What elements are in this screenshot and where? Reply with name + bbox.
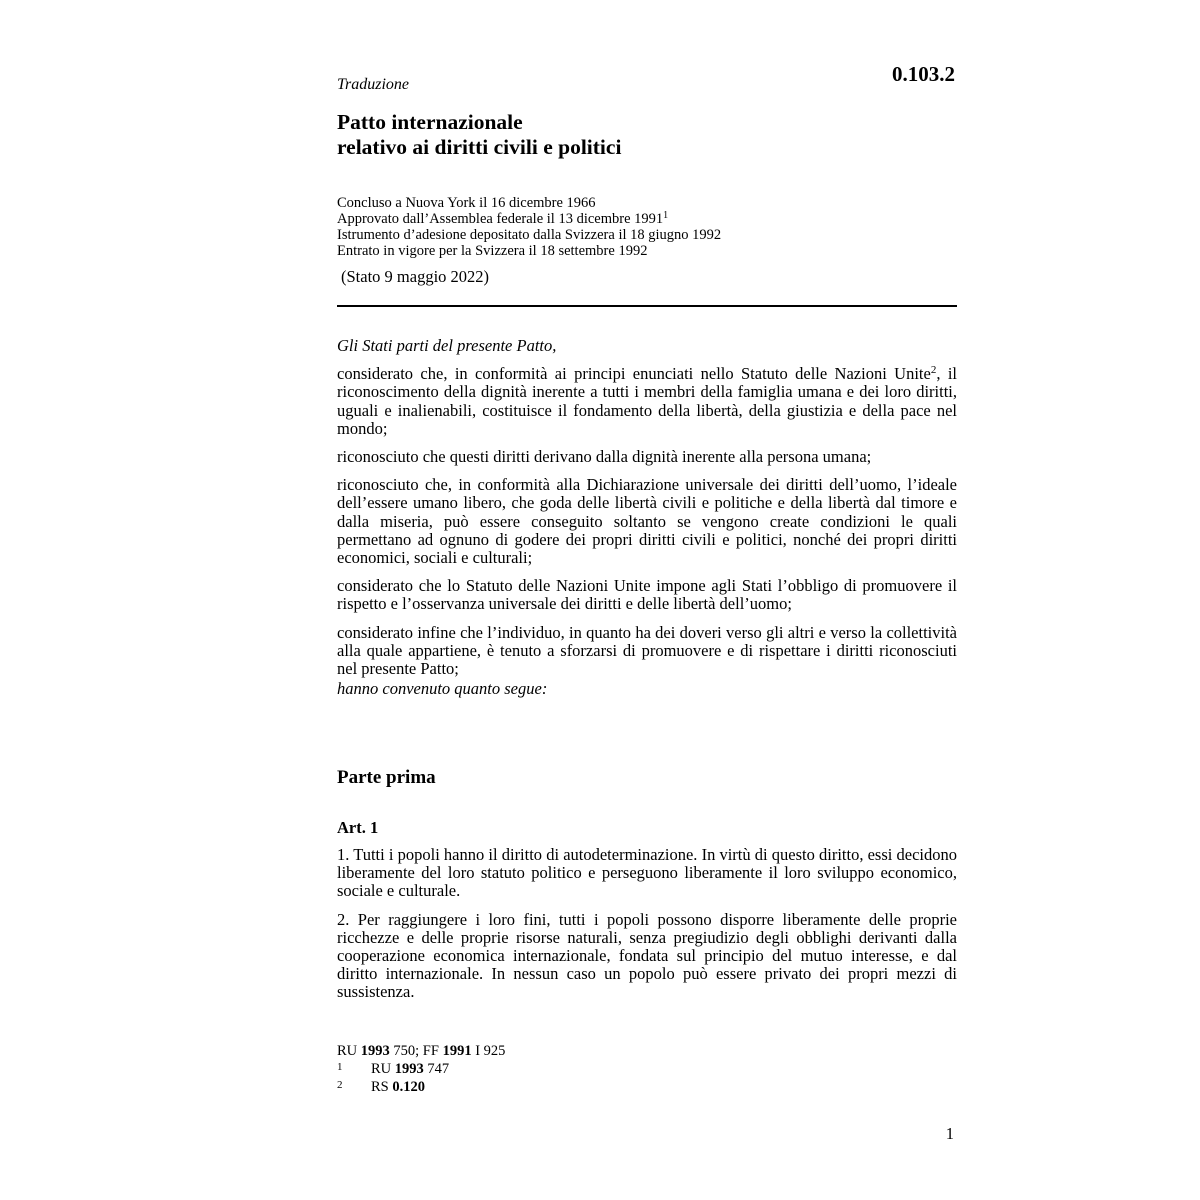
footnote-1-prefix: RU (371, 1061, 395, 1077)
preamble-paragraph-4: considerato che lo Statuto delle Nazioni Unite impone agli Stati l’obbligo di promuovere il rispetto e l’osservanza universale dei diritti e delle libertà dell’uomo; (337, 576, 957, 614)
part-heading: Parte prima (337, 767, 436, 788)
article-paragraph-1: 1. Tutti i popoli hanno il diritto di autodeterminazione. In virtù di questo diritto, essi decidono liberamente del loro statuto politico e perseguono liberamente il loro sviluppo economico, sociale e culturale. (337, 845, 957, 901)
preamble-paragraph-2: riconosciuto che questi diritti derivano dalla dignità inerente alla persona umana; (337, 447, 872, 467)
meta-approved (337, 211, 957, 227)
meta-approved-text: Approvato dall’Assemblea federale il 13 dicembre 1991 (337, 211, 664, 227)
title-line-2: relativo ai diritti civili e politici (337, 135, 622, 159)
footnote-2-ref: 0.120 (392, 1079, 425, 1095)
page-number: 1 (945, 1124, 954, 1143)
footnote-1-year: 1993 (394, 1061, 424, 1077)
footnote-2-prefix: RS (371, 1079, 393, 1095)
article-heading: Art. 1 (337, 818, 379, 837)
preamble-closing: hanno convenuto quanto segue: (337, 679, 548, 699)
meta-entry-into-force: Entrato in vigore per la Svizzera il 18 settembre 1992 (337, 243, 648, 259)
source-ru-prefix: RU (337, 1043, 361, 1059)
meta-concluded: Concluso a Nuova York il 16 dicembre 1966 (337, 195, 596, 211)
meta-instrument: Istrumento d’adesione depositato dalla Svizzera il 18 giugno 1992 (337, 227, 722, 243)
footnote-ref-2: 2 (930, 364, 937, 377)
preamble (337, 337, 957, 708)
preamble-paragraph-1 (337, 365, 957, 438)
footnotes (337, 1043, 957, 1095)
footnote-1 (337, 1059, 957, 1077)
document-number: 0.103.2 (892, 62, 955, 86)
status-date: (Stato 9 maggio 2022) (341, 267, 490, 286)
document-metadata (337, 195, 957, 259)
footnote-1-page: 747 (423, 1061, 450, 1077)
document-title (337, 110, 957, 160)
article-paragraph-2: 2. Per raggiungere i loro fini, tutti i popoli possono disporre liberamente delle proprie ricchezze e delle proprie risorse naturali, senza pregiudizio degli obblighi derivanti dalla cooperazione economica internazionale, fondata sul principio del mutuo interesse, e dal diritto internazionale. In nessun caso un popolo può essere privato dei propri mezzi di sussistenza. (337, 909, 957, 1002)
source-ff-page: I 925 (471, 1043, 506, 1059)
preamble-paragraph-3: riconosciuto che, in conformità alla Dichiarazione universale dei diritti dell’uomo, l’ideale dell’essere umano libero, che goda delle libertà civili e politiche e della libertà dal timore e dalla miseria, può essere conseguito soltanto se vengono create condizioni le quali permettano ad ognuno di godere dei propri diritti civili e politici, nonché dei propri diritti economici, sociali e culturali; (337, 475, 957, 568)
preamble-intro: Gli Stati parti del presente Patto, (337, 336, 557, 355)
preamble-paragraph-1-text: considerato che, in conformità ai principi enunciati nello Statuto delle Nazioni Unite (337, 364, 931, 384)
footnote-2-number: 2 (337, 1079, 343, 1091)
source-ff-year: 1991 (442, 1043, 472, 1059)
source-reference (337, 1043, 957, 1059)
preamble-paragraph-1-rest: , il riconoscimento della dignità inerente a tutti i membri della famiglia umana e dei loro diritti, uguali e inalienabili, costituisce il fondamento della libertà, della giustizia e della pace nel mondo; (337, 364, 957, 438)
header-divider (337, 305, 957, 307)
source-ru-page: 750; FF (389, 1043, 443, 1059)
footnote-1-number: 1 (337, 1061, 343, 1073)
footnote-ref-1: 1 (663, 210, 669, 221)
preamble-paragraph-5: considerato infine che l’individuo, in quanto ha dei doveri verso gli altri e verso la collettività alla quale appartiene, è tenuto a sforzarsi di promuovere e di rispettare i diritti riconosciuti nel presente Patto; (337, 622, 957, 679)
source-ru-year: 1993 (360, 1043, 390, 1059)
article-body (337, 846, 957, 1012)
translation-label: Traduzione (337, 76, 410, 93)
title-line-1: Patto internazionale (337, 110, 523, 134)
footnote-2 (337, 1077, 957, 1095)
